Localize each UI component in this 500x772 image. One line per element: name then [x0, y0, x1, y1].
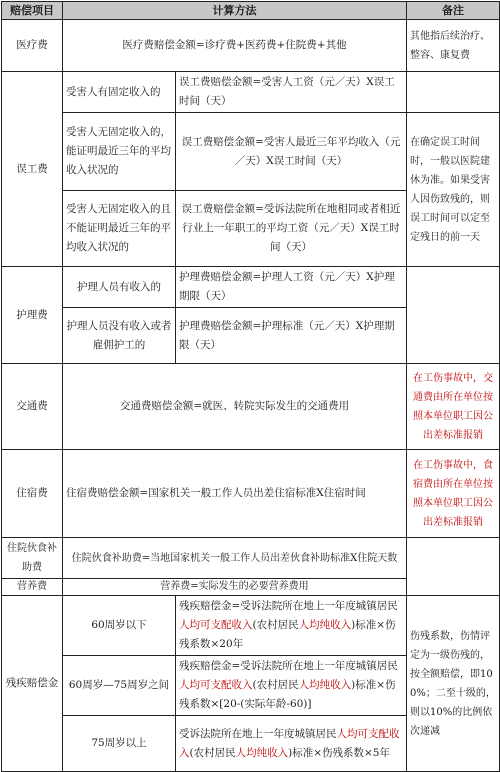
- disability-formula-1: [176, 596, 407, 656]
- meal-note: [407, 538, 500, 596]
- table-header-row: [2, 2, 500, 20]
- compensation-table: [1, 1, 500, 772]
- disability-note: 伤残系数，伤情评定为一级伤残的，按全额赔偿，即100%；二至十级的，则以10%的比例依次递减: [407, 596, 500, 772]
- header-note: 备注: [407, 2, 500, 20]
- lost-work-condition-2: 受害人无固定收入的，能证明最近三年的平均收入状况的: [63, 113, 176, 191]
- formula-text: )标准×伤残系数×20年: [179, 619, 396, 650]
- formula-text: (农村居民: [252, 679, 299, 691]
- disability-age-2: 60周岁—75周岁之间: [63, 656, 176, 716]
- row-meal: [2, 538, 500, 579]
- header-method: 计算方法: [63, 2, 407, 20]
- row-medical: [2, 20, 500, 72]
- row-lodging: [2, 450, 500, 538]
- formula-highlight: 人均纯收入: [298, 679, 352, 691]
- lost-work-formula-2: 误工费赔偿金额=受害人最近三年平均收入（元／天）X误工时间（天）: [176, 113, 407, 191]
- formula-highlight: 人均纯收入: [298, 619, 352, 631]
- formula-highlight: 人均可支配收入: [179, 619, 253, 631]
- formula-highlight: 人均可支配收入: [179, 679, 253, 691]
- formula-text: (农村居民: [189, 746, 236, 759]
- transport-formula: 交通费赔偿金额=就医、转院实际发生的交通费用: [63, 364, 407, 450]
- formula-highlight: 人均纯收入: [235, 746, 289, 759]
- disability-formula-3: [176, 716, 407, 772]
- lodging-note: 在工伤事故中，食宿费由所在单位按照本单位职工因公出差标准报销: [407, 450, 500, 538]
- row-lost-work-1: [2, 72, 500, 113]
- disability-label: 残疾赔偿金: [2, 596, 63, 772]
- transport-note: 在工伤事故中，交通费由所在单位按照本单位职工因公出差标准报销: [407, 364, 500, 450]
- lost-work-formula-3: 误工费赔偿金额=受诉法院所在地相同或者相近行业上一年职工的平均工资（元／天）X误工时间（天）: [176, 191, 407, 267]
- formula-text: 残疾赔偿金=受诉法院所在地上一年度城镇居民: [179, 660, 398, 672]
- lodging-formula: 住宿费赔偿金额=国家机关一般工作人员出差住宿标准X住宿时间: [63, 450, 407, 538]
- lodging-label: 住宿费: [2, 450, 63, 538]
- formula-text: )标准×伤残系数×5年: [288, 746, 390, 759]
- row-nursing-1: [2, 267, 500, 308]
- nursing-label: 护理费: [2, 267, 63, 364]
- lost-work-note: 在确定误工时间时，一般以医院建休为准。如果受害人因伤致残的，则误工时间可以定至定残日的前一天: [407, 113, 500, 267]
- nutrition-label: 营养费: [2, 579, 63, 596]
- disability-age-1: 60周岁以下: [63, 596, 176, 656]
- medical-note: 其他指后续治疗、整容、康复费: [407, 20, 500, 72]
- lost-work-note-top: [407, 72, 500, 113]
- lost-work-condition-3: 受害人无固定收入的且不能证明最近三年的平均收入状况的: [63, 191, 176, 267]
- formula-text: 受诉法院所在地上一年度城镇居民: [179, 727, 337, 740]
- formula-highlight: 人均可支配收入: [179, 727, 400, 759]
- transport-label: 交通费: [2, 364, 63, 450]
- disability-age-3: 75周岁以上: [63, 716, 176, 772]
- row-disability-1: [2, 596, 500, 656]
- formula-text: )标准×伤残系数×[20-(实际年龄-60)]: [179, 679, 396, 710]
- lost-work-label: 误工费: [2, 72, 63, 267]
- row-transport: [2, 364, 500, 450]
- meal-formula: 住院伙食补助费=当地国家机关一般工作人员出差伙食补助标准X住院天数: [63, 538, 407, 579]
- formula-text: 残疾赔偿金=受诉法院所在地上一年度城镇居民: [179, 600, 398, 612]
- formula-text: (农村居民: [252, 619, 299, 631]
- row-lost-work-2: [2, 113, 500, 191]
- header-item: 赔偿项目: [2, 2, 63, 20]
- nursing-formula-2: 护理费赔偿金额=护理标准（元／天）X护理期限（天）: [176, 308, 407, 364]
- disability-formula-2: [176, 656, 407, 716]
- lost-work-formula-1: 误工费赔偿金额=受害人工资（元／天）X误工时间（天）: [176, 72, 407, 113]
- nursing-condition-2: 护理人员没有收入或者雇佣护工的: [63, 308, 176, 364]
- nutrition-formula: 营养费=实际发生的必要营养费用: [63, 579, 407, 596]
- lost-work-condition-1: 受害人有固定收入的: [63, 72, 176, 113]
- nursing-condition-1: 护理人员有收入的: [63, 267, 176, 308]
- medical-label: 医疗费: [2, 20, 63, 72]
- nursing-note: [407, 267, 500, 364]
- nursing-formula-1: 护理费赔偿金额=护理人工资（元／天）X护理期限（天）: [176, 267, 407, 308]
- meal-label: 住院伙食补助费: [2, 538, 63, 579]
- medical-formula: 医疗费赔偿金额=诊疗费+医药费+住院费+其他: [63, 20, 407, 72]
